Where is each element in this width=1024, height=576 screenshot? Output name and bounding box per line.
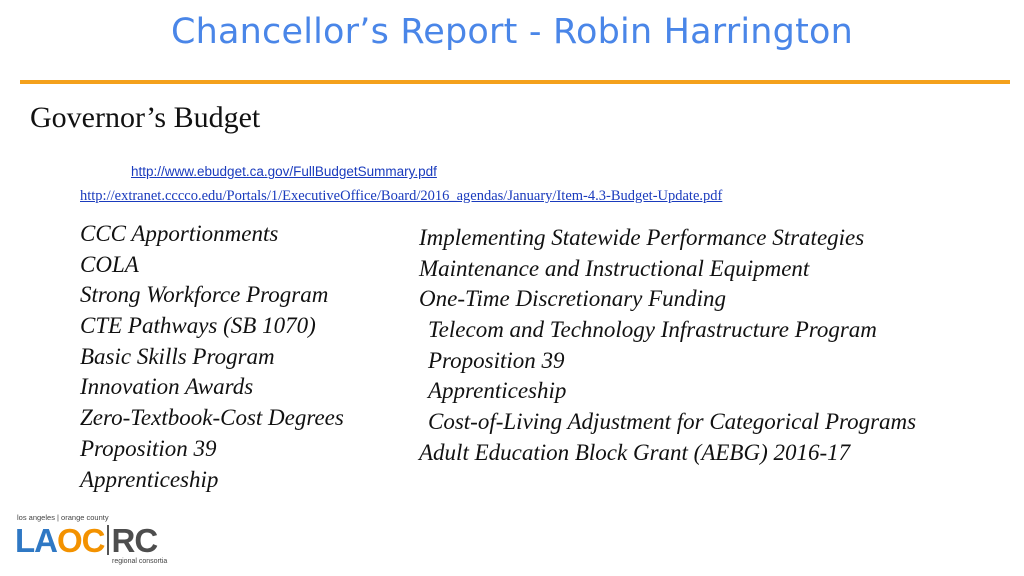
slide-title: Chancellor’s Report - Robin Harrington [170,12,854,52]
logo-wordmark [15,524,157,558]
logo-top-text: los angeles | orange county [17,513,109,522]
list-item: Implementing Statewide Performance Strategies [419,225,865,250]
logo-oc: OC [57,522,105,559]
list-item: Proposition 39 [80,435,217,461]
list-item: Cost-of-Living Adjustment for Categorical Programs [428,409,917,435]
laoc-rc-logo [15,513,175,569]
list-item: CTE Pathways (SB 1070) [80,313,316,339]
budget-update-link[interactable]: http://extranet.cccco.edu/Portals/1/ExecutiveOffice/Board/2016_agendas/January/Item-4.3-Budget-Update.pdf [80,188,723,204]
logo-bottom-text: regional consortia [112,558,168,565]
list-item: Telecom and Technology Infrastructure Program [428,317,877,343]
list-item: Apprenticeship [428,378,567,404]
list-item: Adult Education Block Grant (AEBG) 2016-17 [419,439,851,465]
list-item: Innovation Awards [80,374,254,400]
logo-la: LA [15,522,57,559]
logo-rc: RC [111,522,158,559]
budget-summary-link[interactable]: http://www.ebudget.ca.gov/FullBudgetSummary.pdf [131,164,437,179]
list-item: Basic Skills Program [80,343,275,369]
title-divider [20,80,1010,84]
list-item: Proposition 39 [428,347,565,373]
logo-divider [107,525,109,555]
left-budget-list [80,219,344,495]
list-item: CCC Apportionments [80,221,279,246]
list-item: Strong Workforce Program [80,282,329,308]
right-budget-list [419,223,916,469]
list-item: One-Time Discretionary Funding [419,286,727,312]
list-item: COLA [80,251,139,277]
list-item: Apprenticeship [80,466,219,492]
list-item: Zero-Textbook-Cost Degrees [80,405,344,431]
list-item: Maintenance and Instructional Equipment [419,255,810,281]
section-heading: Governor’s Budget [30,101,261,134]
